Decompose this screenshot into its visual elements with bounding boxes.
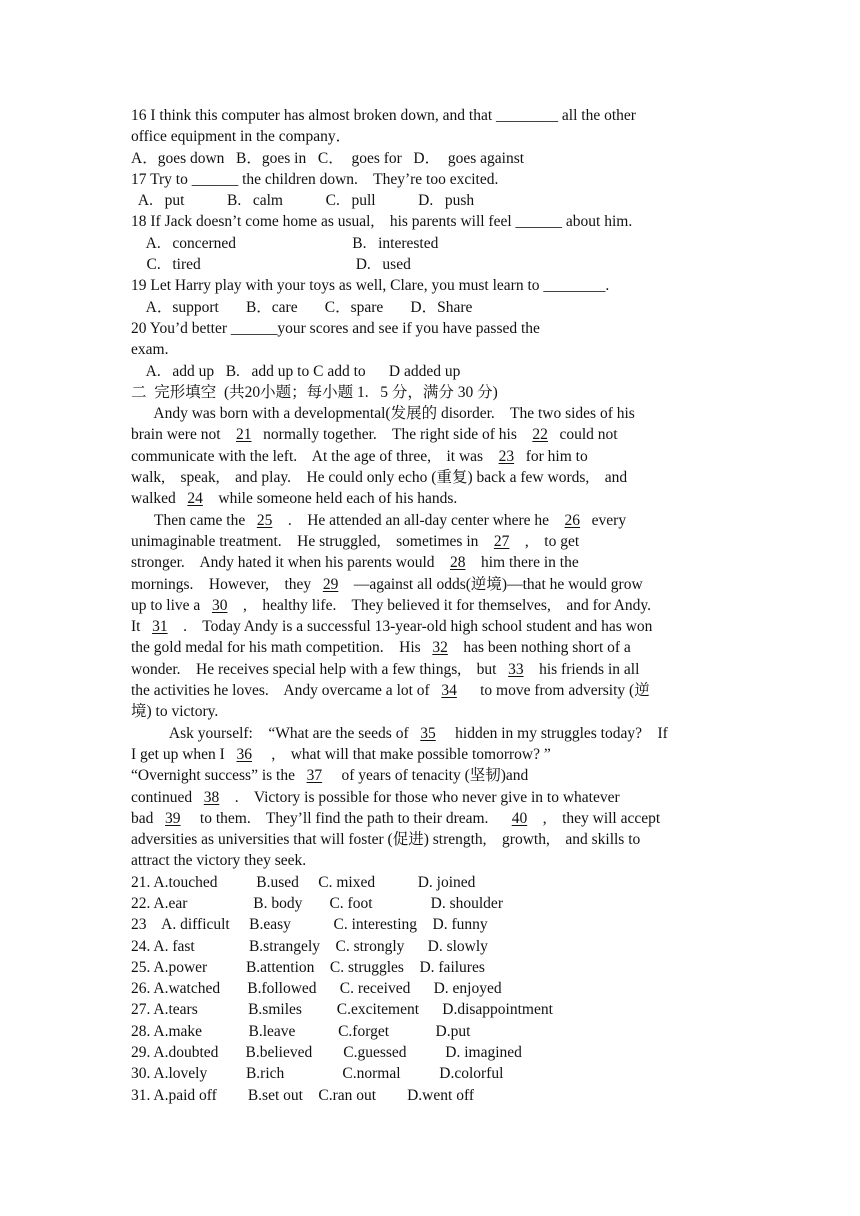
text-line: It 31 . Today Andy is a successful 13-year-old high school student and has won <box>131 618 653 636</box>
text-line: unimaginable treatment. He struggled, sometimes in 27 , to get <box>131 532 580 550</box>
text-line: 19 Let Harry play with your toys as well, Clare, you must learn to ________. <box>131 277 610 295</box>
blank-number: 23 <box>498 447 515 465</box>
text-line: A. add up B. add up to C add to D added up <box>131 362 461 380</box>
text-line: the activities he loves. Andy overcame a lot of 34 to move from adversity (逆 <box>131 682 650 700</box>
text-line: 25. A.power B.attention C. struggles D. failures <box>131 958 485 976</box>
text-line: 22. A.ear B. body C. foot D. shoulder <box>131 894 503 912</box>
blank-number: 36 <box>236 745 252 763</box>
blank-number: 28 <box>450 554 466 572</box>
text-line: up to live a 30 , healthy life. They believed it for themselves, and for Andy. <box>131 596 652 614</box>
blank-number: 32 <box>432 639 448 657</box>
text-line: wonder. He receives special help with a few things, but 33 his friends in all <box>131 660 640 678</box>
blank-number: 38 <box>203 788 220 806</box>
text-line: 31. A.paid off B.set out C.ran out D.went off <box>131 1086 474 1104</box>
text-line: 17 Try to ______ the children down. They’re too excited. <box>131 170 499 188</box>
text-line: A．goes down B．goes in C． goes for D． goes against <box>131 149 525 167</box>
text-line: office equipment in the company． <box>131 128 352 146</box>
text-line: I get up when I 36 , what will that make possible tomorrow? ” <box>131 745 551 763</box>
blank-number: 31 <box>152 618 168 636</box>
blank-number: 35 <box>420 724 436 742</box>
text-line: 18 If Jack doesn’t come home as usual, his parents will feel ______ about him. <box>131 213 633 231</box>
blank-number: 40 <box>511 809 528 827</box>
text-line: communicate with the left. At the age of three, it was 23 for him to <box>131 447 588 465</box>
blank-number: 22 <box>532 426 548 444</box>
text-line: brain were not 21 normally together. The right side of his 22 could not <box>131 426 618 444</box>
document-page <box>131 105 736 1106</box>
text-line: mornings. However, they 29 —against all odds(逆境)—that he would grow <box>131 575 643 593</box>
blank-number: 34 <box>441 682 457 700</box>
text-line: A. put B. calm C. pull D. push <box>131 192 475 210</box>
text-line: 21. A.touched B.used C. mixed D. joined <box>131 873 476 891</box>
text-line: Then came the 25 . He attended an all-day center where he 26 every <box>131 511 627 529</box>
blank-number: 26 <box>564 511 581 529</box>
blank-number: 25 <box>256 511 273 529</box>
text-line: continued 38 . Victory is possible for those who never give in to whatever <box>131 788 620 806</box>
text-line: C. tired D. used <box>131 256 411 274</box>
text-line: 26. A.watched B.followed C. received D. enjoyed <box>131 980 502 998</box>
text-line: 27. A.tears B.smiles C.excitement D.disappointment <box>131 1001 553 1019</box>
text-line: 20 You’d better ______your scores and see if you have passed the <box>131 319 540 337</box>
text-line: 29. A.doubted B.believed C.guessed D. imagined <box>131 1044 522 1062</box>
blank-number: 29 <box>322 575 339 593</box>
blank-number: 39 <box>165 809 181 827</box>
text-line: 16 I think this computer has almost broken down, and that ________ all the other <box>131 107 636 124</box>
text-line: Andy was born with a developmental(发展的 disorder. The two sides of his <box>131 405 635 423</box>
text-line: 28. A.make B.leave C.forget D.put <box>131 1022 471 1040</box>
text-line: 境) to victory. <box>131 703 219 721</box>
blank-number: 33 <box>508 660 524 678</box>
text-line: “Overnight success” is the 37 of years of tenacity (坚韧)and <box>131 767 529 785</box>
text-line: bad 39 to them. They’ll find the path to their dream. 40 , they will accept <box>131 809 661 827</box>
text-line: A. concerned B. interested <box>131 234 439 252</box>
text-line: exam. <box>131 341 169 359</box>
text-line: walk, speak, and play. He could only echo (重复) back a few words, and <box>131 469 628 487</box>
text-line: adversities as universities that will foster (促进) strength, growth, and skills to <box>131 831 641 849</box>
document-text <box>131 105 736 1106</box>
text-line: walked 24 while someone held each of his hands. <box>131 490 458 508</box>
text-line: 30. A.lovely B.rich C.normal D.colorful <box>131 1065 504 1083</box>
blank-number: 30 <box>211 596 228 614</box>
text-line: attract the victory they seek. <box>131 852 307 870</box>
blank-number: 37 <box>306 767 323 785</box>
text-line: 24. A. fast B.strangely C. strongly D. slowly <box>131 937 488 955</box>
text-line: stronger. Andy hated it when his parents would 28 him there in the <box>131 554 579 572</box>
text-line: A．support B．care C．spare D．Share <box>131 298 473 316</box>
blank-number: 21 <box>236 426 252 444</box>
blank-number: 27 <box>493 532 510 550</box>
blank-number: 24 <box>187 490 203 508</box>
text-line: Ask yourself: “What are the seeds of 35 hidden in my struggles today? If <box>131 724 668 742</box>
text-line: the gold medal for his math competition. His 32 has been nothing short of a <box>131 639 631 657</box>
text-line: 23 A. difficult B.easy C. interesting D. funny <box>131 916 488 934</box>
text-line: 二 完形填空 (共20小题；每小题 1. 5 分，满分 30 分) <box>131 383 498 401</box>
